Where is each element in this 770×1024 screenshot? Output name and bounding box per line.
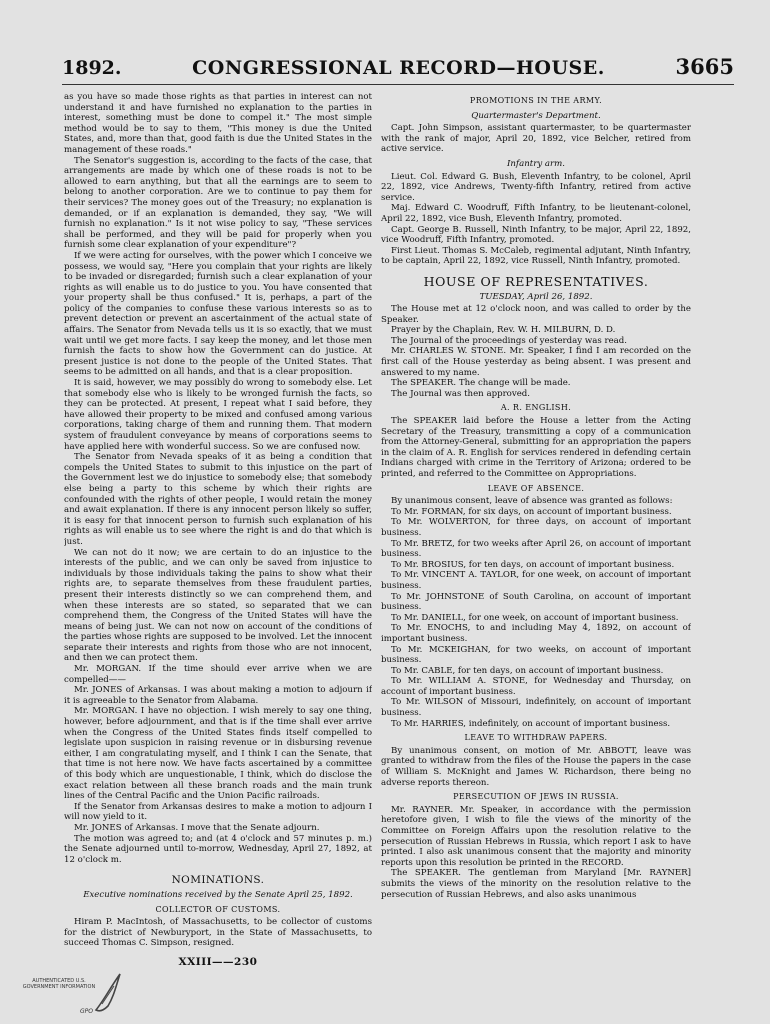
paragraph: The Journal was then approved. bbox=[391, 388, 531, 399]
signature-mark: XXIII——230 bbox=[178, 955, 258, 968]
left-column bbox=[64, 92, 372, 984]
paragraph: Mr. RAYNER. Mr. Speaker, in accordance with the permission heretofore given, I wish to file the views of the minority of the Committee on Foreign Affairs upon the resolution relative to the persecution of Russian Hebrews in Russia, which report I ask to have printed. I also ask unanimous consent that the majority and minority reports upon this resolution be printed in the RECORD. bbox=[381, 804, 691, 868]
paragraph: To Mr. HARRIES, indefinitely, on account of important business. bbox=[391, 718, 671, 729]
house-date: TUESDAY, April 26, 1892. bbox=[479, 291, 593, 302]
paragraph: To Mr. BROSIUS, for ten days, on account of important business. bbox=[391, 559, 675, 570]
customs-heading: COLLECTOR OF CUSTOMS. bbox=[155, 904, 281, 914]
paragraph: Maj. Edward C. Woodruff, Fifth Infantry, to be lieutenant-colonel, April 22, 1892, vice Bush, Eleventh Infantry, promoted. bbox=[381, 203, 691, 224]
page-header bbox=[62, 54, 734, 84]
paragraph: Capt. John Simpson, assistant quartermaster, to be quartermaster with the rank of major, April 20, 1892, vice Belcher, retired from active service. bbox=[381, 123, 691, 155]
paragraph: By unanimous consent, on motion of Mr. ABBOTT, leave was granted to withdraw from the files of the House the papers in the case of William S. McKnight and James W. Richardson, there being no adverse reports thereon. bbox=[381, 745, 691, 788]
paragraph: We can not do it now; we are certain to do an injustice to the interests of the public, and we can only be saved from injustice to individuals by those individuals taking the pains to show what their rights are, to separate themselves from these fraudulent parties, present their interests distinctly so we can comprehend them, and when these interests are so stated, so separated that we can comprehend them, the Congress of the United States will have the means of being just. We can not now on account of the conditions of the parties whose rights are supposed to be involved. Let the innocent separate their interests and rights from those who are not innocent, and then we can protect them. bbox=[64, 547, 372, 664]
paragraph: By unanimous consent, leave of absence was granted as follows: bbox=[391, 496, 673, 507]
paragraph: Prayer by the Chaplain, Rev. W. H. MILBURN, D. D. bbox=[391, 325, 616, 336]
withdraw-heading: LEAVE TO WITHDRAW PAPERS. bbox=[464, 733, 608, 743]
paragraph: To Mr. JOHNSTONE of South Carolina, on account of important business. bbox=[381, 591, 691, 613]
paragraph: The SPEAKER. The change will be made. bbox=[391, 378, 571, 389]
jews-heading: PERSECUTION OF JEWS IN RUSSIA. bbox=[453, 792, 619, 802]
paragraph: The House met at 12 o'clock noon, and was called to order by the Speaker. bbox=[381, 304, 691, 325]
paragraph: Lieut. Col. Edward G. Bush, Eleventh Infantry, to be colonel, April 22, 1892, vice Andrews, Twenty-fifth Infantry, retired from active service. bbox=[381, 171, 691, 203]
nominations-subheading: Executive nominations received by the Senate April 25, 1892. bbox=[83, 889, 353, 900]
paragraph: Hiram P. MacIntosh, of Massachusetts, to be collector of customs for the district of Newburyport, in the State of Massachusetts, to succeed Thomas C. Simpson, resigned. bbox=[64, 917, 372, 949]
paragraph: To Mr. WILSON of Missouri, indefinitely, on account of important business. bbox=[381, 697, 691, 719]
header-year: 1892. bbox=[62, 57, 122, 79]
paragraph: If the Senator from Arkansas desires to make a motion to adjourn I will now yield to it. bbox=[64, 801, 372, 823]
paragraph: The Senator from Nevada speaks of it as being a condition that compels the United States to submit to this injustice on the part of the Government lest we do injustice to somebody else; that somebody else being a party to this scheme by which their rights are confounded with the rights of other people, I would retain the money and await explanation. If there is any innocent person likely so suffer, it is easy for that innocent person to furnish such explanation of his rights as will enable us to see where the right is and do that which is just. bbox=[64, 452, 372, 547]
paragraph: The Journal of the proceedings of yesterday was read. bbox=[391, 335, 628, 346]
paragraph: To Mr. WOLVERTON, for three days, on account of important business. bbox=[381, 517, 691, 538]
paragraph: Mr. CHARLES W. STONE. Mr. Speaker, I find I am recorded on the first call of the House yesterday as being absent. I was present and answered to my name. bbox=[381, 346, 691, 378]
paragraph: Mr. JONES of Arkansas. I was about making a motion to adjourn if it is agreeable to the Senator from Alabama. bbox=[64, 685, 372, 706]
gpo-authentication-logo bbox=[20, 970, 130, 1018]
paragraph: Mr. JONES of Arkansas. I move that the Senate adjourn. bbox=[74, 822, 320, 833]
absence-heading: LEAVE OF ABSENCE. bbox=[487, 483, 585, 493]
paragraph: The SPEAKER laid before the House a letter from the Acting Secretary of the Treasury, transmitting a copy of a communication from the Attorney-General, submitting for an appropriation the papers in the claim of A. R. English for services rendered in defending certain Indians charged with crime in the Territory of Arizona; ordered to be printed, and referred to the Committee on Appropriations. bbox=[381, 416, 691, 479]
paragraph: To Mr. DANIELL, for one week, on account of important business. bbox=[391, 612, 679, 623]
paragraph: To Mr. WILLIAM A. STONE, for Wednesday and Thursday, on account of important business. bbox=[381, 676, 691, 697]
paragraph: The SPEAKER. The gentleman from Maryland [Mr. RAYNER] submits the views of the minority on the resolution relative to the persecution of Russian Hebrews, and also asks unanimous bbox=[381, 868, 691, 900]
paragraph: To Mr. VINCENT A. TAYLOR, for one week, on account of important business. bbox=[381, 570, 691, 591]
paragraph: If we were acting for ourselves, with the power which I conceive we possess, we would say, "Here you complain that your rights are likely to be invaded or disregarded; furnish such a clear explanation of your rights as will enable us to do justice to you. You have consented that your property shall be thus confused." It is, perhaps, a part of the policy of the companies to confuse these various interests so as to prevent detection or prevent an ascertainment of the actual state of affairs. The Senator from Nevada tells us it is so exactly, that we must wait until we get more facts. I say keep the money, and let those men furnish the facts to show how the Government can do justice. At present justice is not done to the people of the United States. That seems to be admitted on all hands, and that is a clear proposition. bbox=[64, 250, 372, 378]
paragraph: It is said, however, we may possibly do wrong to somebody else. Let that somebody else who is likely to be wronged furnish the facts, so they can be protected. At present, I repeat what I said before, they have allowed their property to be mixed and confused among various corporations, taking charge of them and running them. That modern system of fraudulent conveyance by means of corporations seems to have applied here with wonderful success. So we are confused now. bbox=[64, 378, 372, 452]
eagle-icon bbox=[90, 970, 126, 1016]
paragraph: The motion was agreed to; and (at 4 o'clock and 57 minutes p. m.) the Senate adjourned until to-morrow, Wednesday, April 27, 1892, at 12 o'clock m. bbox=[64, 833, 372, 865]
header-rule bbox=[62, 84, 734, 85]
army-heading: PROMOTIONS IN THE ARMY. bbox=[469, 96, 603, 105]
header-title: CONGRESSIONAL RECORD—HOUSE. bbox=[192, 57, 605, 79]
quartermaster-heading: Quartermaster's Department. bbox=[471, 110, 601, 121]
house-heading: HOUSE OF REPRESENTATIVES. bbox=[423, 273, 649, 289]
paragraph: To Mr. MCKEIGHAN, for two weeks, on account of important business. bbox=[381, 644, 691, 666]
paragraph: To Mr. ENOCHS, to and including May 4, 1892, on account of important business. bbox=[381, 623, 691, 644]
nominations-heading: NOMINATIONS. bbox=[171, 874, 265, 887]
infantry-heading: Infantry arm. bbox=[506, 158, 566, 169]
paragraph: Capt. George B. Russell, Ninth Infantry, to be major, April 22, 1892, vice Woodruff, Fifth Infantry, promoted. bbox=[381, 224, 691, 246]
paragraph: To Mr. FORMAN, for six days, on account of important business. bbox=[391, 506, 672, 517]
paragraph: To Mr. BRETZ, for two weeks after April 26, on account of important business. bbox=[381, 538, 691, 560]
paragraph: Mr. MORGAN. I have no objection. I wish merely to say one thing, however, before adjournment, and that is if the time shall ever arrive when the Congress of the United States finds itself compelled to legislate upon suspicion in raising revenue or in disbursing revenue either, I am congratulating myself, and I think I can the Senate, that that time is not here now. We have facts ascertained by a committee of this body which are unquestionable, I think, which do disclose the exact relation between all these branch roads and the main trunk lines of the Central Pacific and the Union Pacific railroads. bbox=[64, 706, 372, 802]
english-heading: A. R. ENGLISH. bbox=[500, 403, 572, 413]
paragraph: as you have so made those rights as that parties in interest can not understand it and have furnished no explanation to the parties in interest, something must be done to compel it." The most simple method would be to say to them, "This money is due the United States, and, more than that, good faith is due the United States in the management of these roads." bbox=[64, 92, 372, 155]
header-page-number: 3665 bbox=[675, 54, 734, 79]
logo-gpo-text: GPO bbox=[80, 1008, 93, 1015]
right-column bbox=[381, 92, 691, 984]
paragraph: First Lieut. Thomas S. McCaleb, regimental adjutant, Ninth Infantry, to be captain, April 22, 1892, vice Russell, Ninth Infantry, promoted. bbox=[381, 245, 691, 267]
paragraph: Mr. MORGAN. If the time should ever arrive when we are compelled—— bbox=[64, 664, 372, 685]
paragraph: The Senator's suggestion is, according to the facts of the case, that arrangements are made by which one of these roads is not to be allowed to earn anything, but that all the earnings are to seem to belong to another corporation. Are we to continue to pay them for their services? The money goes out of the Treasury; no explanation is demanded, or if an explanation is demanded, they say, "We will furnish no explanation." Is it not wise policy to say, "These services shall be performed, and they will be paid for properly when you furnish some clear explanation of your expenditure"? bbox=[64, 155, 372, 251]
logo-text: AUTHENTICATED U.S. GOVERNMENT INFORMATION bbox=[22, 978, 96, 990]
paragraph: To Mr. CABLE, for ten days, on account of important business. bbox=[391, 665, 664, 676]
